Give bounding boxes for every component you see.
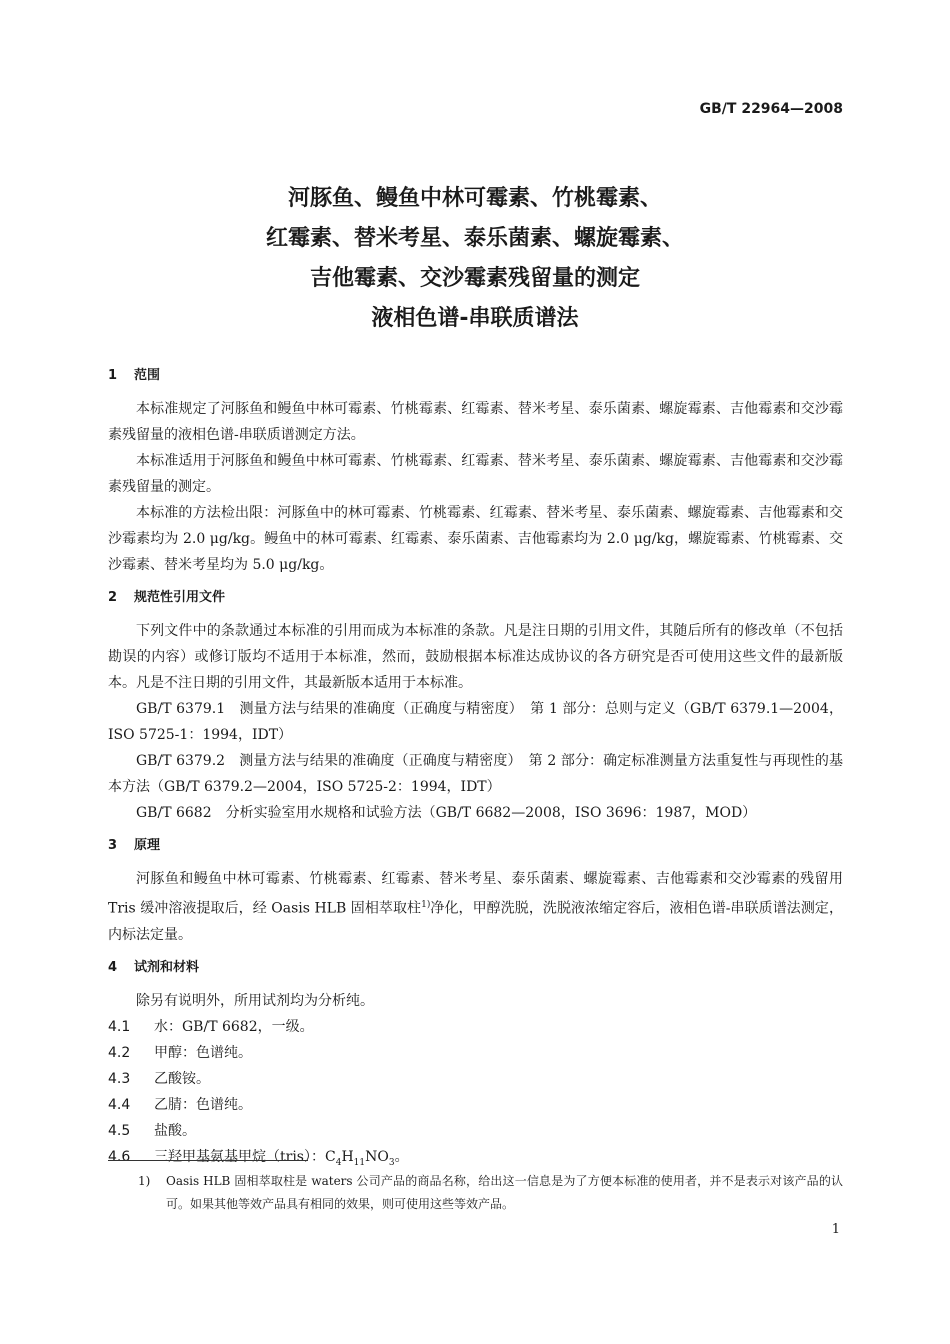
section-title: 范围 xyxy=(134,368,161,383)
section-heading-principle xyxy=(108,832,843,860)
section-number: 1 xyxy=(108,368,118,383)
reagent-item xyxy=(108,1066,843,1092)
paragraph: 本标准的方法检出限：河豚鱼中的林可霉素、竹桃霉素、红霉素、替米考星、泰乐菌素、螺旋霉素、吉他霉素和交沙霉素均为 2.0 μg/kg。鳗鱼中的林可霉素、红霉素、泰乐菌素、吉他霉素均为 2.0 μg/kg，螺旋霉素、竹桃霉素、交沙霉素、替米考星均为 5.0 μg/kg。 xyxy=(108,505,843,573)
standard-number: GB/T 22964—2008 xyxy=(699,101,843,117)
section-number: 2 xyxy=(108,590,118,605)
section-title: 规范性引用文件 xyxy=(134,590,226,605)
item-text: 三羟甲基氨基甲烷（tris）：C xyxy=(154,1148,336,1165)
item-text: 乙酸铵。 xyxy=(154,1070,210,1087)
footnote xyxy=(138,1170,843,1216)
paragraph xyxy=(108,866,843,948)
formula-part: H xyxy=(341,1148,354,1165)
reference-entry: GB/T 6682 分析实验室用水规格和试验方法（GB/T 6682—2008，ISO 3696：1987，MOD） xyxy=(136,805,757,821)
reagent-item xyxy=(108,1144,843,1170)
formula-part: NO xyxy=(365,1148,389,1165)
formula-part: 。 xyxy=(394,1148,409,1165)
formula-subscript: 4 xyxy=(335,1157,342,1168)
section-heading-scope xyxy=(108,362,843,390)
reagent-item xyxy=(108,1092,843,1118)
section-number: 4 xyxy=(108,959,118,975)
paragraph: 下列文件中的条款通过本标准的引用而成为本标准的条款。凡是注日期的引用文件，其随后所有的修改单（不包括勘误的内容）或修订版均不适用于本标准，然而，鼓励根据本标准达成协议的各方研究是否可使用这些文件的最新版本。凡是不注日期的引用文件，其最新版本适用于本标准。 xyxy=(108,623,843,691)
paragraph: 本标准规定了河豚鱼和鳗鱼中林可霉素、竹桃霉素、红霉素、替米考星、泰乐菌素、螺旋霉素、吉他霉素和交沙霉素残留量的液相色谱-串联质谱测定方法。 xyxy=(108,401,843,443)
document-title xyxy=(0,179,950,339)
reference-entry: GB/T 6379.1 测量方法与结果的准确度（正确度与精密度） 第 1 部分：总则与定义（GB/T 6379.1—2004，ISO 5725-1：1994，IDT） xyxy=(108,701,843,743)
item-number: 4.1 xyxy=(108,1018,131,1035)
reagent-item xyxy=(108,1118,843,1144)
title-line: 河豚鱼、鳗鱼中林可霉素、竹桃霉素、 xyxy=(287,186,662,211)
reference-entry: GB/T 6379.2 测量方法与结果的准确度（正确度与精密度） 第 2 部分：确定标准测量方法重复性与再现性的基本方法（GB/T 6379.2—2004，ISO 5725-2：1994，IDT） xyxy=(108,753,843,795)
reagent-item xyxy=(108,1040,843,1066)
page-number: 1 xyxy=(831,1222,840,1237)
item-text: 盐酸。 xyxy=(154,1122,196,1139)
footnote-text: Oasis HLB 固相萃取柱是 waters 公司产品的商品名称，给出这一信息是为了方便本标准的使用者，并不是表示对该产品的认可。如果其他等效产品具有相同的效果，则可使用这些等效产品。 xyxy=(166,1174,843,1211)
title-line: 红霉素、替米考星、泰乐菌素、螺旋霉素、 xyxy=(265,226,684,251)
item-number: 4.3 xyxy=(108,1070,131,1087)
section-heading-references xyxy=(108,584,843,612)
section-title: 试剂和材料 xyxy=(134,959,200,975)
principle-text: 净化，甲醇洗脱，洗脱液浓缩定容后，液相色谱-串联质谱法测定，内标法定量。 xyxy=(108,900,843,943)
section-heading-reagents xyxy=(108,954,843,982)
paragraph: 除另有说明外，所用试剂均为分析纯。 xyxy=(136,992,374,1009)
section-title: 原理 xyxy=(134,838,161,853)
item-number: 4.4 xyxy=(108,1096,131,1113)
reagent-item xyxy=(108,1014,843,1040)
title-line: 液相色谱-串联质谱法 xyxy=(371,306,579,331)
item-text: 乙腈：色谱纯。 xyxy=(154,1096,252,1113)
paragraph: 本标准适用于河豚鱼和鳗鱼中林可霉素、竹桃霉素、红霉素、替米考星、泰乐菌素、螺旋霉素、吉他霉素和交沙霉素残留量的测定。 xyxy=(108,453,843,495)
item-text: 甲醇：色谱纯。 xyxy=(154,1044,252,1061)
item-number: 4.2 xyxy=(108,1044,131,1061)
formula-subscript: 11 xyxy=(353,1157,366,1168)
item-number: 4.5 xyxy=(108,1122,131,1139)
document-body xyxy=(108,362,843,1170)
item-text: 水：GB/T 6682，一级。 xyxy=(154,1018,314,1035)
principle-text: 河豚鱼和鳗鱼中林可霉素、竹桃霉素、红霉素、替米考星、泰乐菌素、螺旋霉素、吉他霉素和交沙霉素的残留用 Tris 缓冲溶液提取后，经 Oasis HLB 固相萃取柱 xyxy=(108,871,843,917)
footnote-number: 1) xyxy=(138,1174,151,1188)
section-number: 3 xyxy=(108,838,118,853)
formula-subscript: 3 xyxy=(388,1157,395,1168)
title-line: 吉他霉素、交沙霉素残留量的测定 xyxy=(309,266,640,291)
footnote-marker: 1) xyxy=(421,900,431,910)
item-number: 4.6 xyxy=(108,1148,131,1165)
footnote-divider xyxy=(108,1160,308,1161)
